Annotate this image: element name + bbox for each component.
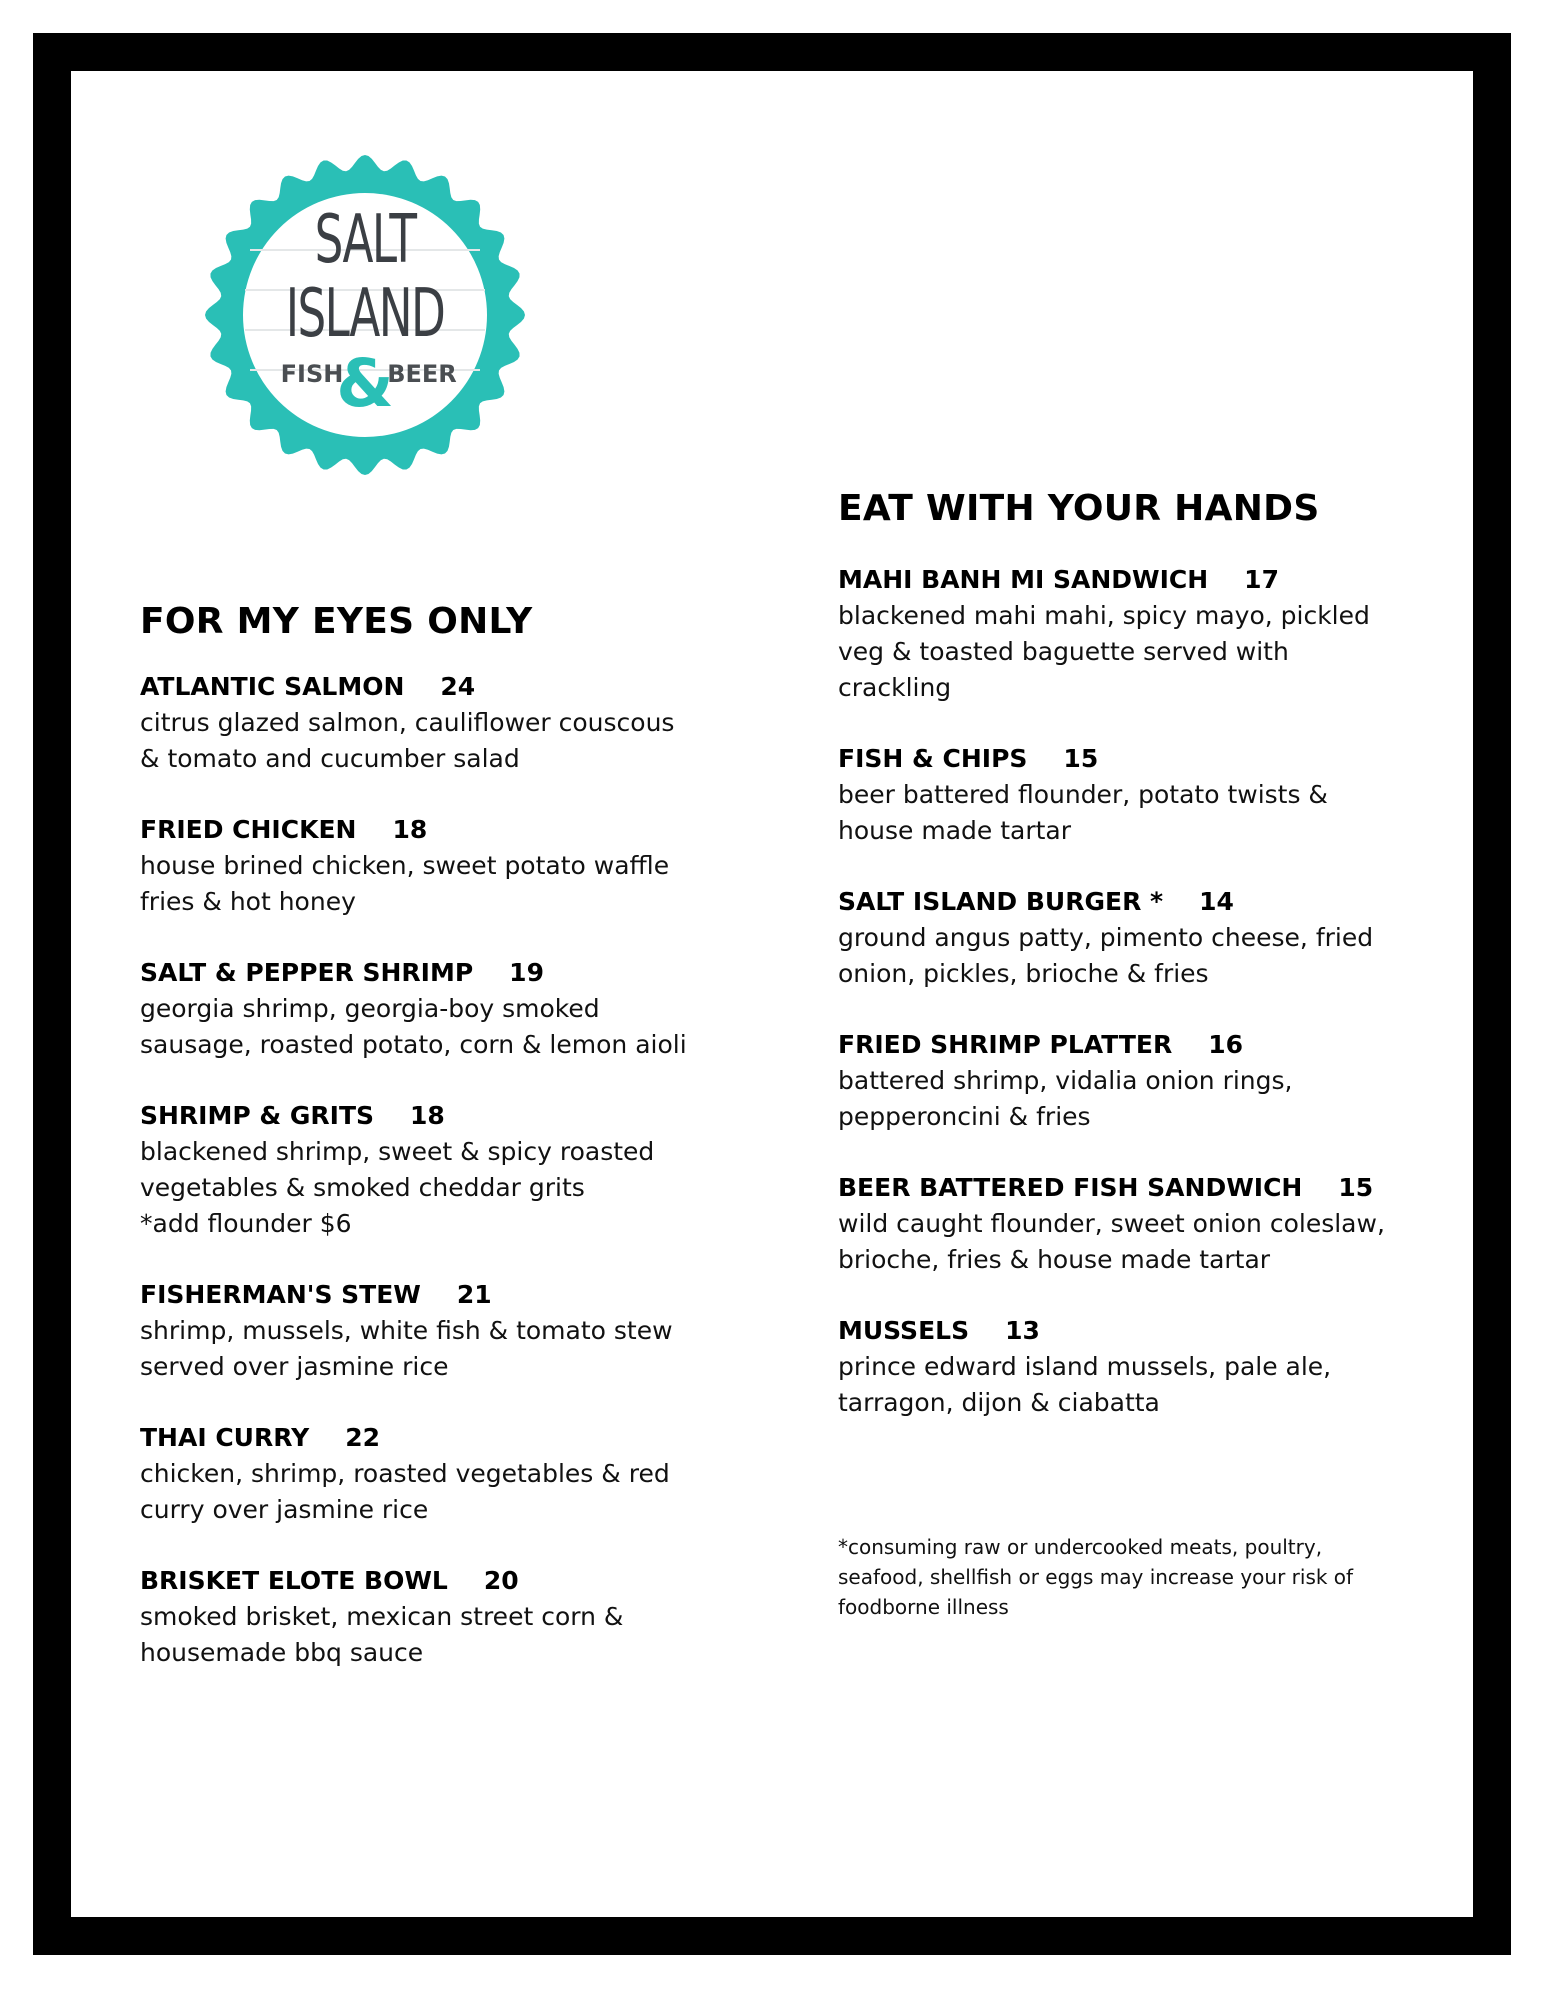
menu-item xyxy=(140,812,740,920)
menu-item-name: MAHI BANH MI SANDWICH xyxy=(838,565,1209,595)
menu-item-heading xyxy=(838,741,1418,777)
menu-item-name: FISHERMAN'S STEW xyxy=(140,1280,421,1310)
menu-item-name: FISH & CHIPS xyxy=(838,744,1028,774)
menu-item-price: 24 xyxy=(440,672,476,702)
menu-item xyxy=(140,669,740,777)
menu-item-description-line: *add flounder $6 xyxy=(140,1209,352,1239)
menu-item xyxy=(838,562,1418,706)
menu-item-heading xyxy=(140,1420,740,1456)
menu-items-right xyxy=(838,562,1418,1421)
menu-item-description-line: & tomato and cucumber salad xyxy=(140,744,520,774)
menu-item-description-line: smoked brisket, mexican street corn & xyxy=(140,1602,624,1632)
menu-item-price: 13 xyxy=(1005,1316,1040,1346)
raw-food-disclaimer xyxy=(838,1532,1398,1622)
salt-island-logo xyxy=(200,150,530,480)
menu-item-name: FRIED CHICKEN xyxy=(140,815,357,845)
menu-item xyxy=(838,1313,1418,1421)
menu-item-description-line: prince edward island mussels, pale ale, xyxy=(838,1352,1332,1382)
menu-item-description-line: curry over jasmine rice xyxy=(140,1495,429,1525)
menu-item-description-line: sausage, roasted potato, corn & lemon aioli xyxy=(140,1030,687,1060)
menu-item-description-line: georgia shrimp, georgia-boy smoked xyxy=(140,994,600,1024)
menu-item-heading xyxy=(838,1027,1418,1063)
menu-item-heading xyxy=(838,884,1418,920)
menu-item-description-line: brioche, fries & house made tartar xyxy=(838,1245,1271,1275)
menu-item-price: 18 xyxy=(392,815,428,845)
menu-item-description-line: blackened shrimp, sweet & spicy roasted xyxy=(140,1137,655,1167)
menu-item-description-line: fries & hot honey xyxy=(140,887,356,917)
section-title-eat-with-your-hands: EAT WITH YOUR HANDS xyxy=(838,488,1320,529)
menu-column-right xyxy=(838,487,1418,1456)
menu-item-description-line: citrus glazed salmon, cauliflower couscous xyxy=(140,708,675,738)
menu-item xyxy=(140,1277,740,1385)
menu-item-description-line: crackling xyxy=(838,673,952,703)
menu-item-price: 17 xyxy=(1244,565,1279,595)
menu-item-description-line: wild caught flounder, sweet onion coleslaw, xyxy=(838,1209,1385,1239)
menu-item-description-line: house brined chicken, sweet potato waffle xyxy=(140,851,670,881)
menu-item-heading xyxy=(838,562,1418,598)
disclaimer-line: *consuming raw or undercooked meats, poultry, xyxy=(838,1535,1323,1559)
menu-item-price: 19 xyxy=(509,958,544,988)
menu-item xyxy=(140,1098,740,1242)
logo-ampersand: & xyxy=(336,345,394,422)
menu-item-price: 18 xyxy=(410,1101,445,1131)
menu-item-description-line: beer battered flounder, potato twists & xyxy=(838,780,1328,810)
menu-item-description-line: ground angus patty, pimento cheese, fried xyxy=(838,923,1374,953)
menu-item xyxy=(838,1027,1418,1135)
menu-item-heading xyxy=(140,1563,740,1599)
menu-item-name: THAI CURRY xyxy=(140,1423,310,1453)
menu-item-heading xyxy=(838,1313,1418,1349)
menu-item-description-line: housemade bbq sauce xyxy=(140,1638,424,1668)
menu-item-price: 15 xyxy=(1063,744,1099,774)
disclaimer-line: foodborne illness xyxy=(838,1595,1009,1619)
menu-item-heading xyxy=(140,1277,740,1313)
menu-item-description-line: chicken, shrimp, roasted vegetables & red xyxy=(140,1459,670,1489)
menu-item-price: 14 xyxy=(1199,887,1234,917)
menu-item-name: BEER BATTERED FISH SANDWICH xyxy=(838,1173,1303,1203)
menu-item-description-line: veg & toasted baguette served with xyxy=(838,637,1289,667)
menu-item-price: 22 xyxy=(345,1423,381,1453)
logo-word-beer: BEER xyxy=(387,360,457,388)
menu-item-description-line: pepperoncini & fries xyxy=(838,1102,1091,1132)
menu-item xyxy=(838,741,1418,849)
menu-item-description-line: vegetables & smoked cheddar grits xyxy=(140,1173,585,1203)
menu-item xyxy=(140,955,740,1063)
menu-item-price: 20 xyxy=(483,1566,519,1596)
menu-item-description-line: shrimp, mussels, white fish & tomato stew xyxy=(140,1316,673,1346)
menu-item-heading xyxy=(140,1098,740,1134)
menu-item-description-line: onion, pickles, brioche & fries xyxy=(838,959,1209,989)
menu-item-description-line: house made tartar xyxy=(838,816,1072,846)
menu-item xyxy=(140,1420,740,1528)
menu-item xyxy=(140,1563,740,1671)
menu-item-description-line: served over jasmine rice xyxy=(140,1352,449,1382)
logo-word-fish: FISH xyxy=(280,360,344,388)
menu-item-heading xyxy=(140,955,740,991)
menu-item xyxy=(838,884,1418,992)
menu-item-name: MUSSELS xyxy=(838,1316,970,1346)
logo-word-salt: SALT xyxy=(314,201,416,279)
menu-item-name: SALT ISLAND BURGER * xyxy=(838,887,1164,917)
menu-item xyxy=(838,1170,1418,1278)
menu-item-description-line: battered shrimp, vidalia onion rings, xyxy=(838,1066,1293,1096)
menu-item-price: 15 xyxy=(1338,1173,1374,1203)
menu-item-heading xyxy=(140,812,740,848)
menu-item-heading xyxy=(838,1170,1418,1206)
menu-item-name: ATLANTIC SALMON xyxy=(140,672,405,702)
menu-item-name: SALT & PEPPER SHRIMP xyxy=(140,958,474,988)
menu-item-description-line: blackened mahi mahi, spicy mayo, pickled xyxy=(838,601,1370,631)
menu-item-price: 21 xyxy=(456,1280,492,1310)
section-title-for-my-eyes-only: FOR MY EYES ONLY xyxy=(140,601,533,642)
logo-word-island: ISLAND xyxy=(285,275,445,353)
disclaimer-line: seafood, shellfish or eggs may increase your risk of xyxy=(838,1565,1354,1589)
menu-item-name: SHRIMP & GRITS xyxy=(140,1101,375,1131)
menu-item-heading xyxy=(140,669,740,705)
menu-item-name: FRIED SHRIMP PLATTER xyxy=(838,1030,1173,1060)
menu-item-description-line: tarragon, dijon & ciabatta xyxy=(838,1388,1160,1418)
menu-item-price: 16 xyxy=(1208,1030,1244,1060)
menu-items-left xyxy=(140,669,740,1671)
menu-column-left xyxy=(140,600,740,1706)
menu-item-name: BRISKET ELOTE BOWL xyxy=(140,1566,448,1596)
